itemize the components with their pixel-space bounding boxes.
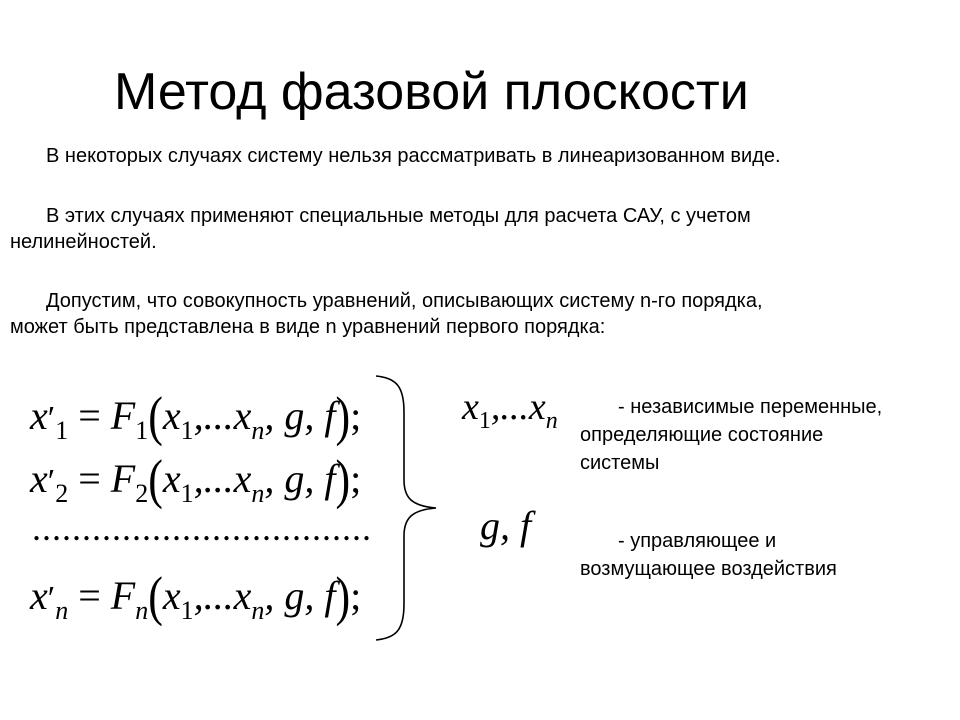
eq1-mid: ,...x (193, 393, 252, 438)
eq1-close-paren: ) (335, 385, 351, 447)
eqn-arg1: x (162, 573, 181, 618)
eqn-equals: = (78, 573, 101, 618)
eqn-close-paren: ) (335, 565, 351, 627)
eqn-argn-sub: n (251, 596, 265, 625)
gf-symbol: g, f (480, 503, 532, 548)
eq1-lhs-sub: 1 (55, 416, 69, 445)
vars-symbol-subn: n (545, 408, 558, 434)
eq2-func: F (110, 456, 136, 501)
gf-desc-line-2: возмущающее воздействия (580, 558, 837, 580)
eqn-arg1-sub: 1 (180, 596, 194, 625)
eqn-lhs-sub: n (55, 596, 69, 625)
eq1-lhs-var: x (30, 393, 48, 438)
eq1-end: ; (350, 393, 362, 438)
equation-ellipsis-row: .................................. (32, 508, 372, 548)
vars-desc-line-1: - независимые переменные, (618, 396, 883, 418)
equation-2 (30, 448, 362, 510)
eq1-func-sub: 1 (135, 416, 149, 445)
equation-n (30, 565, 362, 627)
eqn-open-paren: ( (148, 565, 163, 627)
vars-symbol-sub1: 1 (478, 408, 491, 434)
paragraph-2-line-2: нелинейностей. (10, 231, 157, 253)
paragraph-1: В некоторых случаях систему нельзя рассматривать в линеаризованном виде. (46, 145, 781, 167)
eq1-arg1-sub: 1 (180, 416, 194, 445)
paragraph-3-line-2: может быть представлена в виде n уравнений первого порядка: (10, 316, 606, 338)
eqn-mid: ,...x (193, 573, 252, 618)
eq2-lhs-sub: 2 (55, 479, 69, 508)
paragraph-2-line-1: В этих случаях применяют специальные методы для расчета САУ, с учетом (46, 205, 751, 227)
eq2-argn-sub: n (251, 479, 265, 508)
eq2-func-sub: 2 (135, 479, 149, 508)
vars-desc-line-3: системы (580, 452, 660, 474)
vars-symbol-x: x (462, 386, 479, 428)
eq2-close-paren: ) (335, 448, 351, 510)
eq2-rest: , g, f (264, 456, 336, 501)
eq1-func: F (110, 393, 136, 438)
eq1-rest: , g, f (264, 393, 336, 438)
eq1-open-paren: ( (148, 385, 163, 447)
eq2-end: ; (350, 456, 362, 501)
eq1-prime: ′ (47, 400, 56, 437)
equation-1 (30, 385, 362, 447)
eqn-lhs-var: x (30, 573, 48, 618)
eq2-equals: = (78, 456, 101, 501)
vars-symbol (462, 384, 558, 434)
eqn-prime: ′ (47, 580, 56, 617)
eq1-argn-sub: n (251, 416, 265, 445)
eq1-arg1: x (162, 393, 181, 438)
eq2-mid: ,...x (193, 456, 252, 501)
eqn-func-sub: n (135, 596, 149, 625)
eq1-equals: = (78, 393, 101, 438)
eqn-func: F (110, 573, 136, 618)
eqn-rest: , g, f (264, 573, 336, 618)
eq2-prime: ′ (47, 463, 56, 500)
eq2-lhs-var: x (30, 456, 48, 501)
vars-symbol-mid: ,...x (490, 386, 546, 428)
eq2-open-paren: ( (148, 448, 163, 510)
eq2-arg1: x (162, 456, 181, 501)
paragraph-3-line-1: Допустим, что совокупность уравнений, описывающих систему n-го порядка, (46, 290, 763, 312)
vars-desc-line-2: определяющие состояние (580, 424, 824, 446)
eqn-end: ; (350, 573, 362, 618)
gf-desc-line-1: - управляющее и (618, 530, 777, 552)
eq2-arg1-sub: 1 (180, 479, 194, 508)
curly-brace-icon (372, 372, 442, 644)
slide-title: Метод фазовой плоскости (114, 63, 749, 121)
